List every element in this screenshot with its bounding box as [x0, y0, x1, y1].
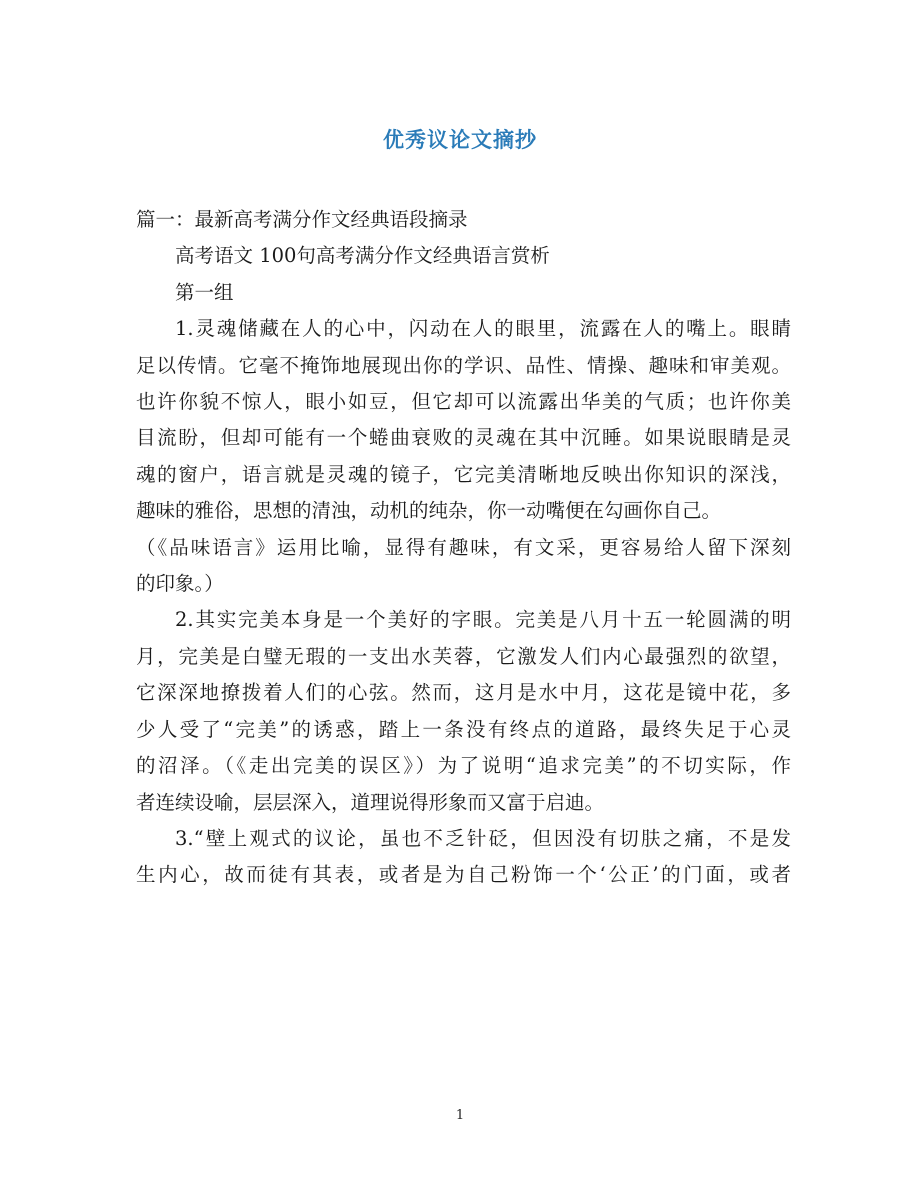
paragraph-line: 足以传情。它毫不掩饰地展现出你的学识、品性、情操、趣味和审美观。	[136, 353, 791, 377]
page-number: 1	[455, 1108, 465, 1123]
paragraph-line: 魂的窗户，语言就是灵魂的镜子，它完美清晰地反映出你知识的深浅，	[136, 462, 791, 486]
paragraph-2	[136, 602, 791, 820]
section-heading	[136, 202, 791, 238]
paragraph-line: 3.“壁上观式的议论，虽也不乏针砭，但因没有切肤之痛，不是发	[175, 826, 791, 850]
group-label	[136, 275, 791, 311]
paragraph-line: 目流盼，但却可能有一个蜷曲衰败的灵魂在其中沉睡。如果说眼睛是灵	[136, 426, 791, 450]
subheading-text: 高考语文 100句高考满分作文经典语言赏析	[175, 244, 550, 268]
paragraph-line: 月，完美是白璧无瑕的一支出水芙蓉，它激发人们内心最强烈的欲望，	[136, 644, 791, 668]
paragraph-line: 少人受了“完美”的诱惑，踏上一条没有终点的道路，最终失足于心灵	[136, 717, 791, 741]
paragraph-line: 2.其实完美本身是一个美好的字眼。完美是八月十五一轮圆满的明	[175, 608, 791, 632]
paragraph-line: 也许你貌不惊人，眼小如豆，但它却可以流露出华美的气质；也许你美	[136, 390, 791, 414]
paragraph-line: 者连续设喻，层层深入，道理说得形象而又富于启迪。	[136, 790, 605, 814]
paragraph-line: 的沼泽。（《走出完美的误区》）为了说明“追求完美”的不切实际，作	[136, 754, 791, 778]
paragraph-line: 的印象。）	[136, 572, 224, 596]
section-heading-text: 篇一：最新高考满分作文经典语段摘录	[136, 208, 468, 231]
paragraph-line: （《品味语言》运用比喻，显得有趣味，有文采，更容易给人留下深刻	[136, 535, 791, 559]
paragraph-line: 生内心，故而徒有其表，或者是为自己粉饰一个‘公正’的门面，或者	[136, 863, 791, 887]
document-body	[136, 202, 791, 894]
document-title: 优秀议论文摘抄	[383, 127, 537, 152]
paragraph-line: 它深深地撩拨着人们的心弦。然而，这月是水中月，这花是镜中花，多	[136, 681, 791, 705]
subheading	[136, 238, 791, 274]
group-label-text: 第一组	[175, 280, 234, 304]
paragraph-3	[136, 821, 791, 894]
paragraph-1	[136, 311, 791, 602]
paragraph-line: 趣味的雅俗，思想的清浊，动机的纯杂，你一动嘴便在勾画你自己。	[136, 499, 722, 523]
paragraph-line: 1.灵魂储藏在人的心中，闪动在人的眼里，流露在人的嘴上。眼睛	[175, 317, 791, 341]
